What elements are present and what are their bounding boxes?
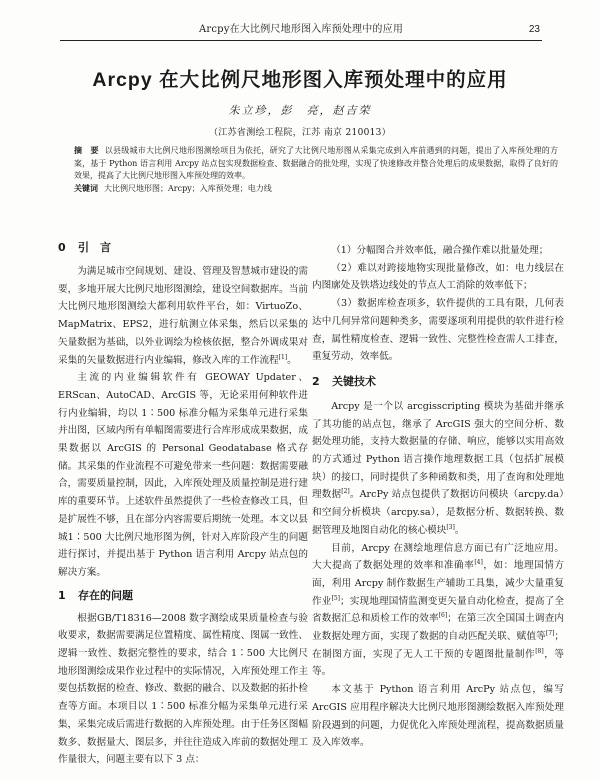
- keywords-text: 大比例尺地形图；Arcpy；入库预处理；电力线: [104, 183, 272, 193]
- list-item-problem-3: （3）数据库检查项多，软件提供的工具有限，几何表达中几何异常问题种类多，需要逐项利用提供的软件进行检查，属性精度检查、逻辑一致性、完整性检查需人工排查，重复劳动，效率低。: [312, 298, 564, 363]
- paragraph-arcpy-1: Arcpy 是一个以 arcgisscripting 模块为基础并继承了其功能的站点包，继承了 ArcGIS 强大的空间分析、数据处理功能，支持大数据量的存储、响应，能够以实用高效的方式通过 Python 语言操作地理数据工具（包括扩展模块）的接口，同时提供了多种函数和类，用了查询和处理地理数据[2]。ArcPy 站点包提供了数据访问模块（arcpy.da）和空间分析模块（arcpy.sa），是数据分析、数据转换、数据管理及地图自动化的核心模块[3]。: [312, 400, 565, 536]
- keywords-label: 关键词: [74, 183, 98, 193]
- page-number: 23: [528, 24, 540, 35]
- keywords: [74, 183, 558, 196]
- section-number: 0: [58, 241, 66, 254]
- section-title: 引 言: [78, 241, 111, 254]
- citation-ref: [6]: [438, 612, 448, 620]
- list-item-problem-1: （1）分幅图合并效率低，融合操作难以批量处理；: [331, 245, 549, 256]
- right-column: [312, 242, 564, 752]
- left-column: [58, 238, 308, 769]
- abstract: [74, 145, 558, 183]
- list-item-problem-2: （2）难以对跨接地物实现批量修改，如：电力线层在内图廓处及铁塔边线处的节点人工消除的效率低下；: [312, 262, 564, 292]
- abstract-block: [74, 145, 558, 195]
- citation-ref: [5]: [331, 594, 340, 602]
- paragraph-problems: 根据GB/T18316—2008 数字测绘成果质量检查与验收要求，数据需要满足位置精度、属性精度、图属一致性、逻辑一致性、数据完整性的要求，结合 1∶500 大比例尺地形图测绘成果作业过程中的实际情况，入库预处理工作主要包括数据的检查、修改、数据的融合、以及数据的拓扑检查等方面。本项目以 1∶500 标准分幅为采集单元进行采集，采集完成后需进行数据的入库预处理。由于任务区图幅数多、数据量大、图层多，并往往造成入库前的数据处理工作量很大，问题主要有以下 3 点：: [58, 612, 308, 766]
- authors: 朱立珍，彭 亮，赵吉荣: [228, 104, 372, 117]
- section-heading-key-tech: [312, 372, 564, 392]
- affiliation: （江苏省测绘工程院，江苏 南京 210013）: [209, 128, 391, 138]
- abstract-label: 摘 要: [74, 146, 99, 155]
- citation-ref: [3]: [446, 523, 455, 531]
- article-title: Arcpy 在大比例尺地形图入库预处理中的应用: [92, 69, 508, 91]
- citation-ref: [4]: [474, 559, 483, 567]
- section-title: 关键技术: [332, 374, 376, 388]
- citation-ref: [7]: [545, 629, 555, 637]
- paragraph-intro-2: 主流的内业编辑软件有 GEOWAY Updater、ERScan、AutoCAD、ArcGIS 等，无论采用何种软件进行内业编辑，均以 1∶500 标准分幅为采集单元进行采集并出图，区域内所有单幅图需要进行合库形成成果数据，成果数据以 ArcGIS 的 Personal Geodatabase 格式存储。其采集的作业流程不可避免带来一些问题：数据需要融合，需要质量控制，因此，入库预处理及质量控制是进行建库的重要环节。上述软件虽然提供了一些检查修改工具，但是扩展性不够，且在部分内容需要后期统一处理。本文以县城1∶500 大比例尺地形图为例，针对入库阶段产生的问题进行探讨，并提出基于 Python 语言利用 Arcpy 站点包的解决方案。: [58, 372, 308, 578]
- abstract-text: 以县级城市大比例尺地形图测绘项目为依托，研究了大比例尺地形图从采集完成到入库前遇到的问题，提出了入库预处理的方案，基于 Python 语言利用 Arcpy 站点包实现数据检查、数据融合的批处理，实现了快速修改并整合处理后的成果数据，取得了良好的效果，提高了大比例尺地形图入库预处理的效率。: [74, 146, 559, 180]
- paragraph-arcpy-2: 目前，Arcpy 在测绘地理信息方面已有广泛地应用。大大提高了数据处理的效率和准确率[4]，如：地理国情方面，利用 Arcpy 制作数据生产辅助工具集，减少大量重复作业[5]；实现地理国情监测变更矢量自动化检查，提高了全省数据汇总和质检工作的效率[6]；在第三次全国国土调查内业数据处理方面，实现了数据的自动匹配关联、赋值等[7]；在制图方面，实现了无人工干预的专题图批量制作[8]，等等。: [312, 542, 565, 678]
- citation-ref: [2]: [341, 488, 350, 496]
- section-heading-introduction: [58, 238, 308, 258]
- paragraph-arcpy-3: 本文基于 Python 语言利用 ArcPy 站点包，编写 ArcGIS 应用程序解决大比例尺地形图测绘数据入库预处理阶段遇到的问题，力促优化入库预处理流程，提高数据质量及入库效率。: [312, 684, 564, 749]
- citation-ref: [8]: [535, 647, 544, 655]
- section-number: 2: [312, 374, 320, 388]
- section-number: 1: [58, 588, 66, 602]
- section-title: 存在的问题: [78, 588, 133, 602]
- running-title: Arcpy在大比例尺地形图入库预处理中的应用: [198, 24, 404, 35]
- citation-ref: [1]: [278, 353, 288, 361]
- section-heading-problems: [58, 586, 308, 606]
- paragraph-intro-1: 为满足城市空间规划、建设、管理及智慧城市建设的需要，多地开展大比例尺地形图测绘，建设空间数据库。当前大比例尺地形图测绘大都利用软件平台，如：VirtuoZo、MapMatrix、EPS2，进行航测立体采集，然后以采集的矢量数据为基础，以外业调绘为检核依据，整合外调成果对采集的矢量数据进行内业编辑，修改入库的工作流程[1]。: [58, 266, 308, 366]
- running-header: [60, 20, 542, 41]
